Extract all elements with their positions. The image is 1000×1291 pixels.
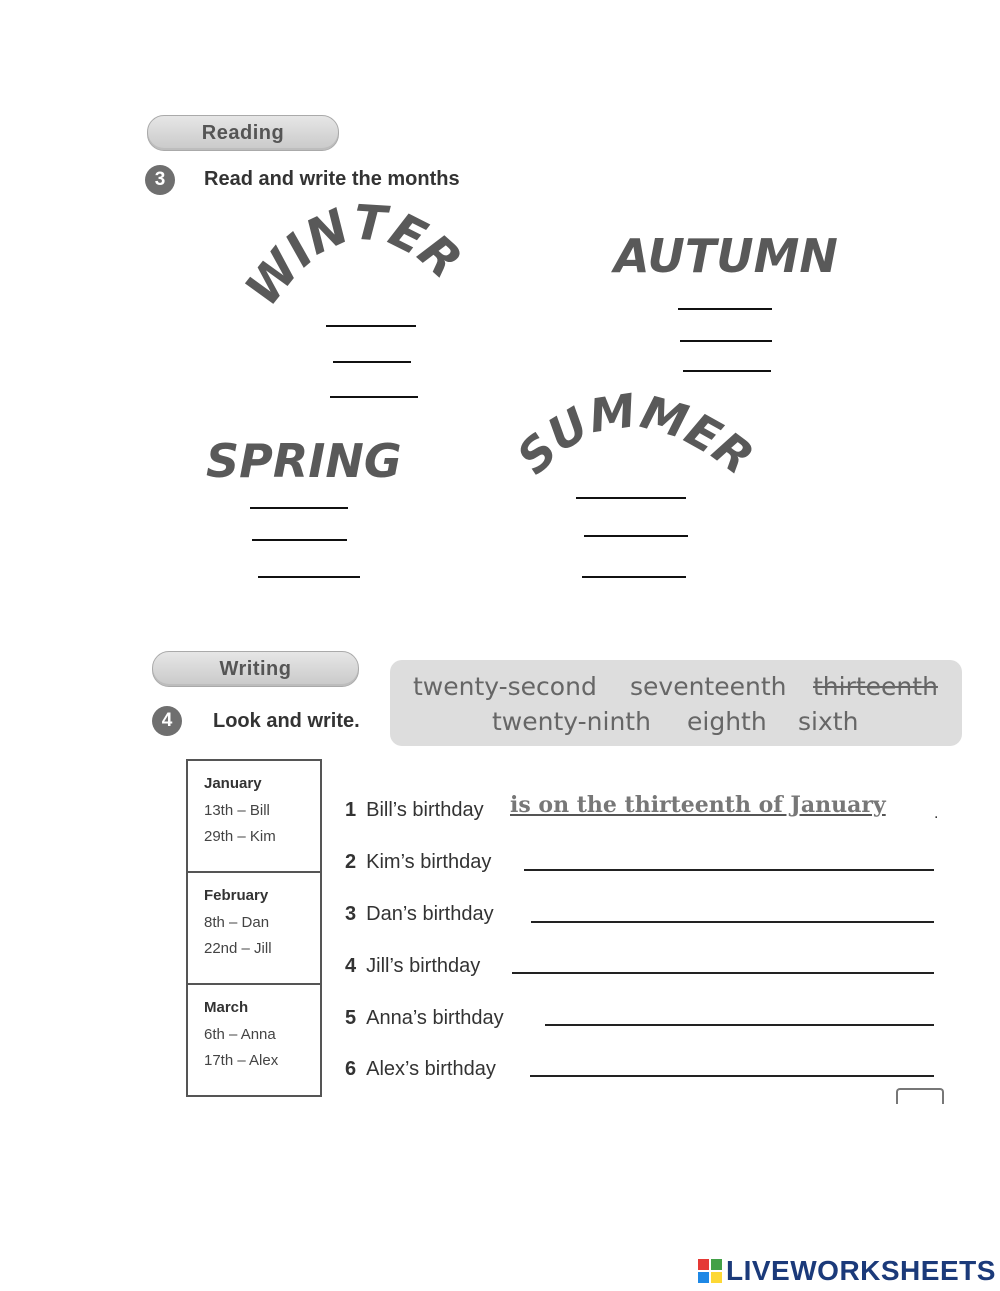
calendar-entry: 17th – Alex (204, 1052, 279, 1069)
calendar-entry: 13th – Bill (204, 802, 270, 819)
word-bank-item: sixth (798, 707, 859, 736)
check-box (896, 1088, 944, 1104)
calendar-january (186, 759, 322, 873)
calendar-march (186, 983, 322, 1097)
summer-answer-line-3[interactable] (582, 576, 686, 578)
sentence-1-answer: is on the thirteenth of January (510, 792, 886, 818)
sentence-6: 6 Alex’s birthday (345, 1058, 496, 1080)
word-bank (390, 660, 962, 746)
sentence-3-answer-line[interactable] (531, 921, 934, 923)
sentence-3: 3 Dan’s birthday (345, 903, 494, 925)
spring-answer-line-3[interactable] (258, 576, 360, 578)
exercise-number-4: 4 (152, 706, 182, 736)
word-bank-item-used: thirteenth (813, 672, 938, 701)
logo-text: LIVEWORKSHEETS (726, 1255, 996, 1286)
sentence-2: 2 Kim’s birthday (345, 851, 492, 873)
sentence-6-answer-line[interactable] (530, 1075, 934, 1077)
winter-answer-line-2[interactable] (333, 361, 411, 363)
autumn-answer-line-2[interactable] (680, 340, 772, 342)
reading-section-label: Reading (147, 115, 339, 151)
calendar-entry: 8th – Dan (204, 914, 270, 931)
reading-instruction: Read and write the months (204, 168, 460, 190)
calendar-month: March (204, 999, 249, 1016)
writing-section-label: Writing (152, 651, 359, 687)
word-bank-item: seventeenth (630, 672, 787, 701)
calendar-entry: 6th – Anna (204, 1026, 276, 1043)
exercise-number-3: 3 (145, 165, 175, 195)
word-bank-item: twenty-second (413, 672, 597, 701)
spring-answer-line-1[interactable] (250, 507, 348, 509)
sentence-4-answer-line[interactable] (512, 972, 934, 974)
summer-text: SUMMER (506, 383, 764, 485)
sentence-1: 1 Bill’s birthday (345, 799, 484, 821)
liveworksheets-logo (698, 1255, 996, 1287)
word-bank-item: twenty-ninth (492, 707, 651, 736)
sentence-5-answer-line[interactable] (545, 1024, 934, 1026)
logo-blocks-icon (698, 1259, 722, 1283)
autumn-title (610, 222, 850, 282)
writing-instruction: Look and write. (213, 710, 360, 732)
calendar-month: January (204, 775, 262, 792)
summer-title (506, 383, 765, 495)
autumn-text: AUTUMN (614, 229, 838, 283)
winter-answer-line-3[interactable] (330, 396, 418, 398)
sentence-5: 5 Anna’s birthday (345, 1007, 504, 1029)
summer-answer-line-1[interactable] (576, 497, 686, 499)
calendar-entry: 29th – Kim (204, 828, 276, 845)
period: . (934, 805, 939, 822)
spring-title (202, 425, 412, 487)
calendar-february (186, 871, 322, 985)
winter-title (234, 194, 480, 325)
word-bank-item: eighth (687, 707, 767, 736)
sentence-2-answer-line[interactable] (524, 869, 934, 871)
sentence-4: 4 Jill’s birthday (345, 955, 481, 977)
spring-text: SPRING (206, 434, 402, 488)
calendar-entry: 22nd – Jill (204, 940, 272, 957)
autumn-answer-line-1[interactable] (678, 308, 772, 310)
calendar-month: February (204, 887, 269, 904)
winter-text: WINTER (234, 194, 473, 317)
winter-answer-line-1[interactable] (326, 325, 416, 327)
spring-answer-line-2[interactable] (252, 539, 347, 541)
summer-answer-line-2[interactable] (584, 535, 688, 537)
autumn-answer-line-3[interactable] (683, 370, 771, 372)
